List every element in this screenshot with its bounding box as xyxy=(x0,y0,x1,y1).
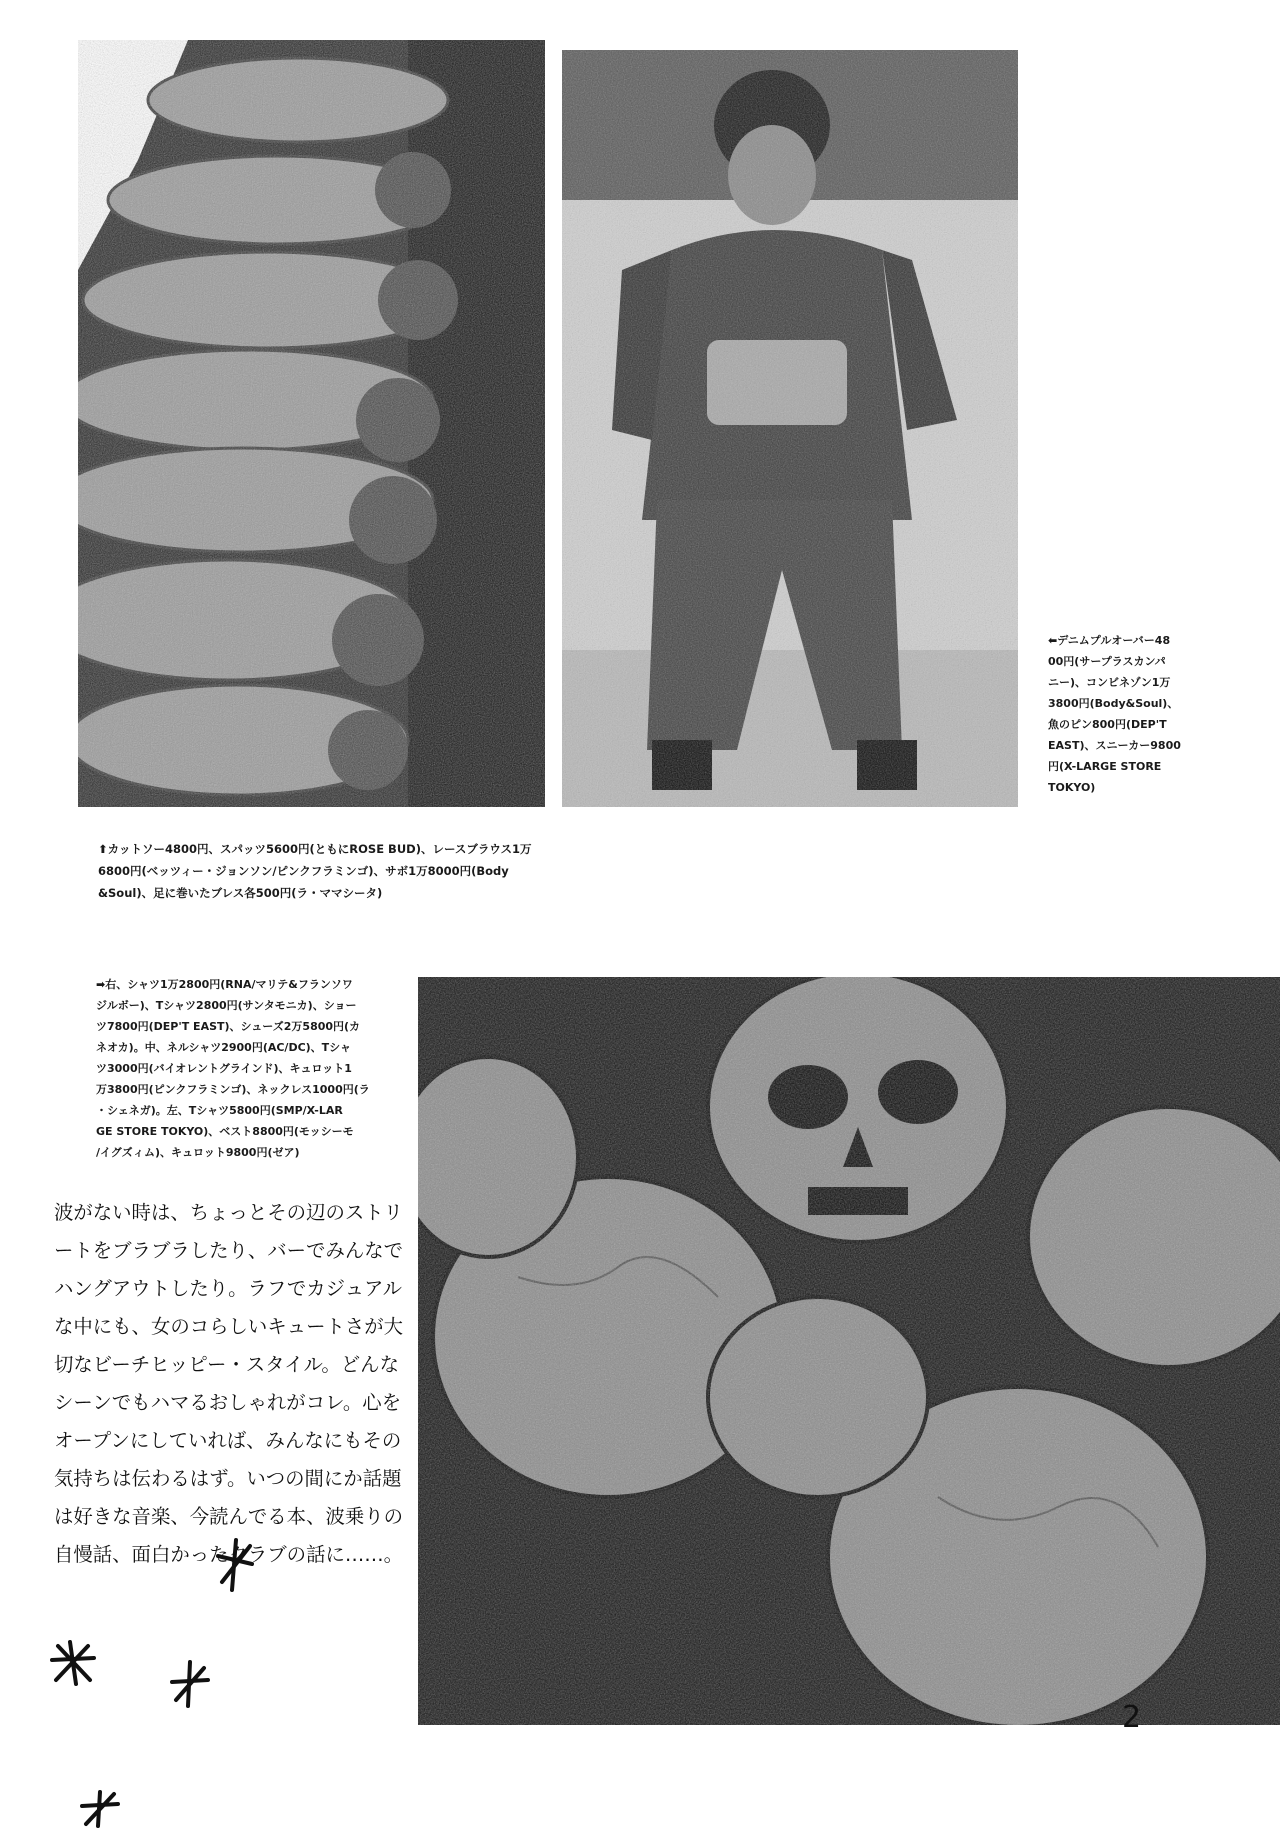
caption-top-right: ⬅デニムプルオーバー48 00円(サープラスカンパ ニー)、コンビネゾン1万 3800円(Body&Soul)、 魚のピン800円(DEP'T EAST)、スニーカー9800 円(X-LARGE STORE TOKYO) xyxy=(1048,634,1181,794)
body-text: 波がない時は、ちょっとその辺のストリ ートをブラブラしたり、バーでみんなで ハングアウトしたり。ラフでカジュアル な中にも、女のコらしいキュートさが大 切なビーチヒッピー・スタイル。どんな シーンでもハマるおしゃれがコレ。心を オープンにしていれば、みんなにもその 気持ちは伝わるはず。いつの間にか話題 は好きな音楽、今読んでる本、波乗りの 自慢話、面白かったクラブの話に……。 xyxy=(54,1201,404,1566)
photo-soldier xyxy=(562,50,1018,807)
page-number: 2 xyxy=(1122,1700,1142,1735)
star-doodle-icon xyxy=(48,1640,98,1686)
caption-middle: ➡右、シャツ1万2800円(RNA/マリテ&フランソワ ジルボー)、Tシャツ2800円(サンタモニカ)、ショー ツ7800円(DEP'T EAST)、シューズ2万5800円(カ ネオカ)。中、ネルシャツ2900円(AC/DC)、Tシャ ツ3000円(バイオレントグラインド)、キュロット1 万3800円(ピンクフラミンゴ)、ネックレス1000円(ラ ・シェネガ)。左、Tシャツ5800円(SMP/X-LAR GE STORE TOKYO)、ベスト8800円(モッシーモ /イグズィム)、キュロット9800円(ゼア) xyxy=(96,978,370,1159)
photo-skulls xyxy=(418,977,1280,1725)
star-doodle-icon xyxy=(212,1536,258,1594)
star-doodle-icon xyxy=(168,1660,212,1708)
star-doodle-icon xyxy=(78,1790,122,1828)
caption-top-left: ⬆カットソー4800円、スパッツ5600円(ともにROSE BUD)、レースブラウス1万 6800円(ベッツィー・ジョンソン/ピンクフラミンゴ)、サボ1万8000円(Body &Soul)、足に巻いたブレス各500円(ラ・ママシータ) xyxy=(98,842,532,900)
photo-bodies xyxy=(78,40,545,807)
